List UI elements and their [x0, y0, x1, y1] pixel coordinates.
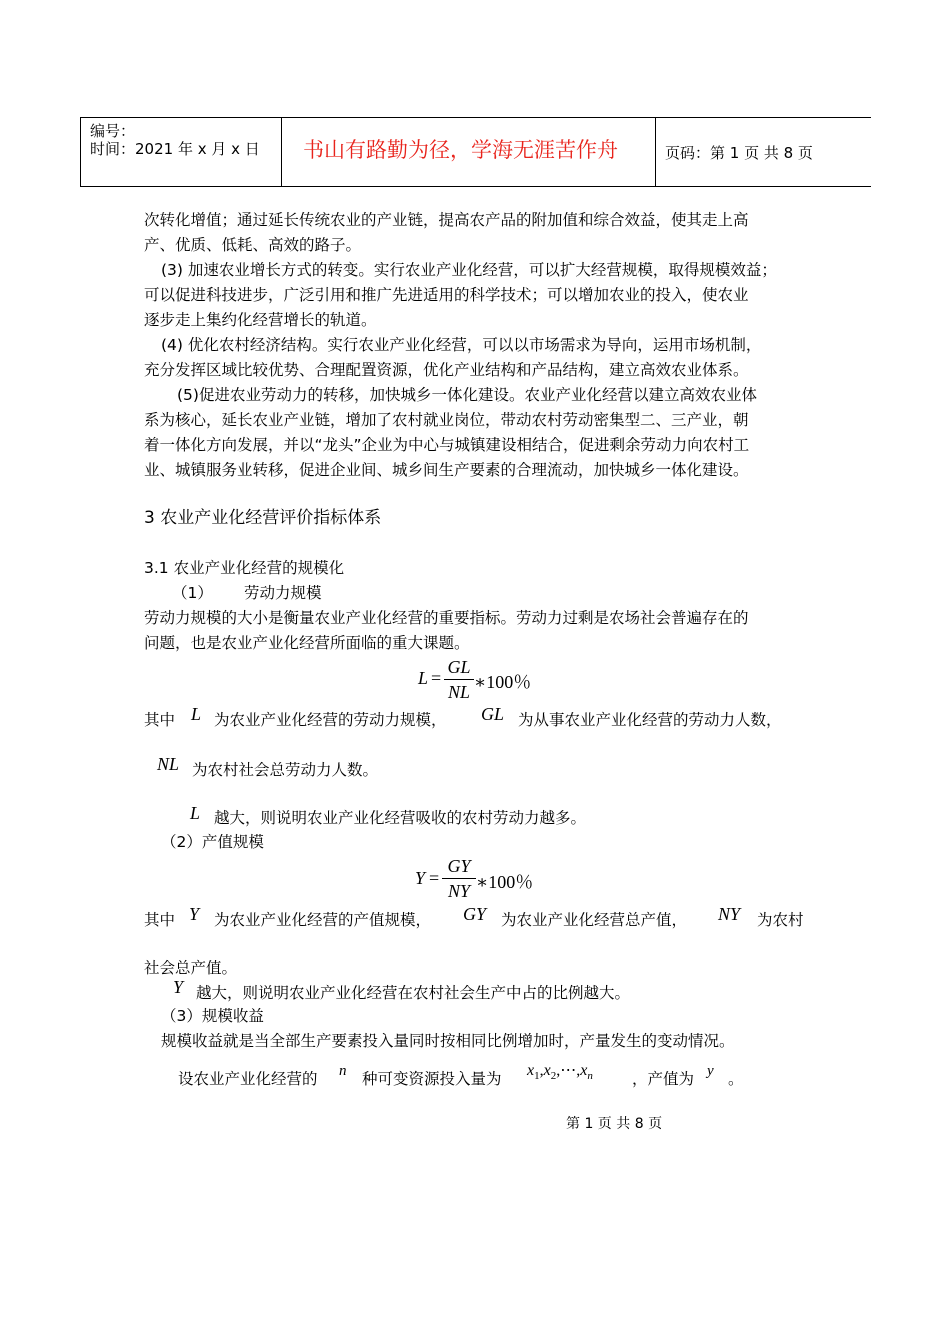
math-variable: NL [157, 754, 180, 774]
paragraph-text: 为农业产业化经营的劳动力规模， [214, 711, 447, 729]
item-label: 劳动力规模 [244, 584, 322, 602]
header-divider [655, 118, 656, 186]
paragraph-text: ，产值为 [632, 1070, 695, 1088]
header-page-code: 页码：第 1 页 共 8 页 [665, 144, 813, 162]
paragraph-text: 为从事农业产业化经营的劳动力人数， [518, 711, 782, 729]
item-label: （3）规模收益 [161, 1007, 264, 1025]
paragraph-line: (4) 优化农村经济结构。实行农业产业化经营，可以以市场需求为导向，运用市场机制， [161, 336, 762, 354]
header-motto: 书山有路勤为径，学海无涯苦作舟 [303, 138, 618, 162]
math-variable: L [191, 704, 202, 724]
document-date: 时间：2021 年 x 月 x 日 [90, 140, 260, 158]
paragraph-text: 为农业产业化经营的产值规模， [214, 911, 432, 929]
paragraph-text: 为农村 [757, 911, 804, 929]
math-variable: Y [173, 977, 184, 997]
item-number: （1） [172, 584, 213, 602]
paragraph-line: (5)促进农业劳动力的转移，加快城乡一体化建设。农业产业化经营以建立高效农业体 [177, 386, 757, 404]
subsection-title: 3.1 农业产业化经营的规模化 [144, 559, 345, 577]
where-label: 其中 [144, 711, 176, 729]
paragraph-text: 社会总产值。 [144, 959, 238, 977]
paragraph-text: 种可变资源投入量为 [362, 1070, 502, 1088]
paragraph-text: 设农业产业化经营的 [178, 1070, 318, 1088]
paragraph-line: 逐步走上集约化经营增长的轨道。 [144, 311, 377, 329]
paragraph-line: 业、城镇服务业转移，促进企业间、城乡间生产要素的合理流动，加快城乡一体化建设。 [144, 461, 749, 479]
math-variable: Y [189, 904, 200, 924]
paragraph-line: 可以促进科技进步，广泛引用和推广先进适用的科学技术；可以增加农业的投入，使农业 [144, 286, 749, 304]
paragraph-line: 劳动力规模的大小是衡量农业产业化经营的重要指标。劳动力过剩是农场社会普遍存在的 [144, 609, 749, 627]
paragraph-line: 规模收益就是当全部生产要素投入量同时按相同比例增加时，产量发生的变动情况。 [161, 1032, 735, 1050]
math-expression-inputs: $x_1,x_2,\cdots,x_n$ [527, 1062, 593, 1082]
paragraph-text: 越大，则说明农业产业化经营在农村社会生产中占的比例越大。 [196, 984, 631, 1002]
header-table [80, 117, 871, 187]
item-label: （2）产值规模 [161, 833, 264, 851]
math-variable: n [339, 1063, 347, 1079]
paragraph-line: 次转化增值；通过延长传统农业的产业链，提高农产品的附加值和综合效益，使其走上高 [144, 211, 749, 229]
math-variable: GL [481, 704, 505, 724]
math-variable: NY [718, 904, 741, 924]
paragraph-line: (3) 加速农业增长方式的转变。实行农业产业化经营，可以扩大经营规模，取得规模效益； [161, 261, 777, 279]
document-number: 编号： [90, 122, 136, 140]
paragraph-text: 为农村社会总劳动力人数。 [192, 761, 379, 779]
paragraph-line: 问题，也是农业产业化经营所面临的重大课题。 [144, 634, 470, 652]
math-variable: y [707, 1063, 714, 1079]
paragraph-line: 产、优质、低耗、高效的路子。 [144, 236, 362, 254]
math-variable: L [190, 803, 201, 823]
where-label: 其中 [144, 911, 176, 929]
math-variable: GY [463, 904, 487, 924]
section-title: 3 农业产业化经营评价指标体系 [144, 508, 382, 528]
paragraph-text: 为农业产业化经营总产值， [501, 911, 688, 929]
paragraph-line: 充分发挥区域比较优势、合理配置资源，优化产业结构和产品结构，建立高效农业体系。 [144, 361, 749, 379]
paragraph-line: 着一体化方向发展，并以“龙头”企业为中心与城镇建设相结合，促进剩余劳动力向农村工 [144, 436, 750, 454]
page-footer: 第 1 页 共 8 页 [566, 1116, 663, 1132]
paragraph-text: 越大，则说明农业产业化经营吸收的农村劳动力越多。 [214, 809, 587, 827]
header-divider [281, 118, 282, 186]
paragraph-line: 系为核心，延长农业产业链，增加了农村就业岗位，带动农村劳动密集型二、三产业，朝 [144, 411, 749, 429]
paragraph-text: 。 [728, 1070, 744, 1088]
